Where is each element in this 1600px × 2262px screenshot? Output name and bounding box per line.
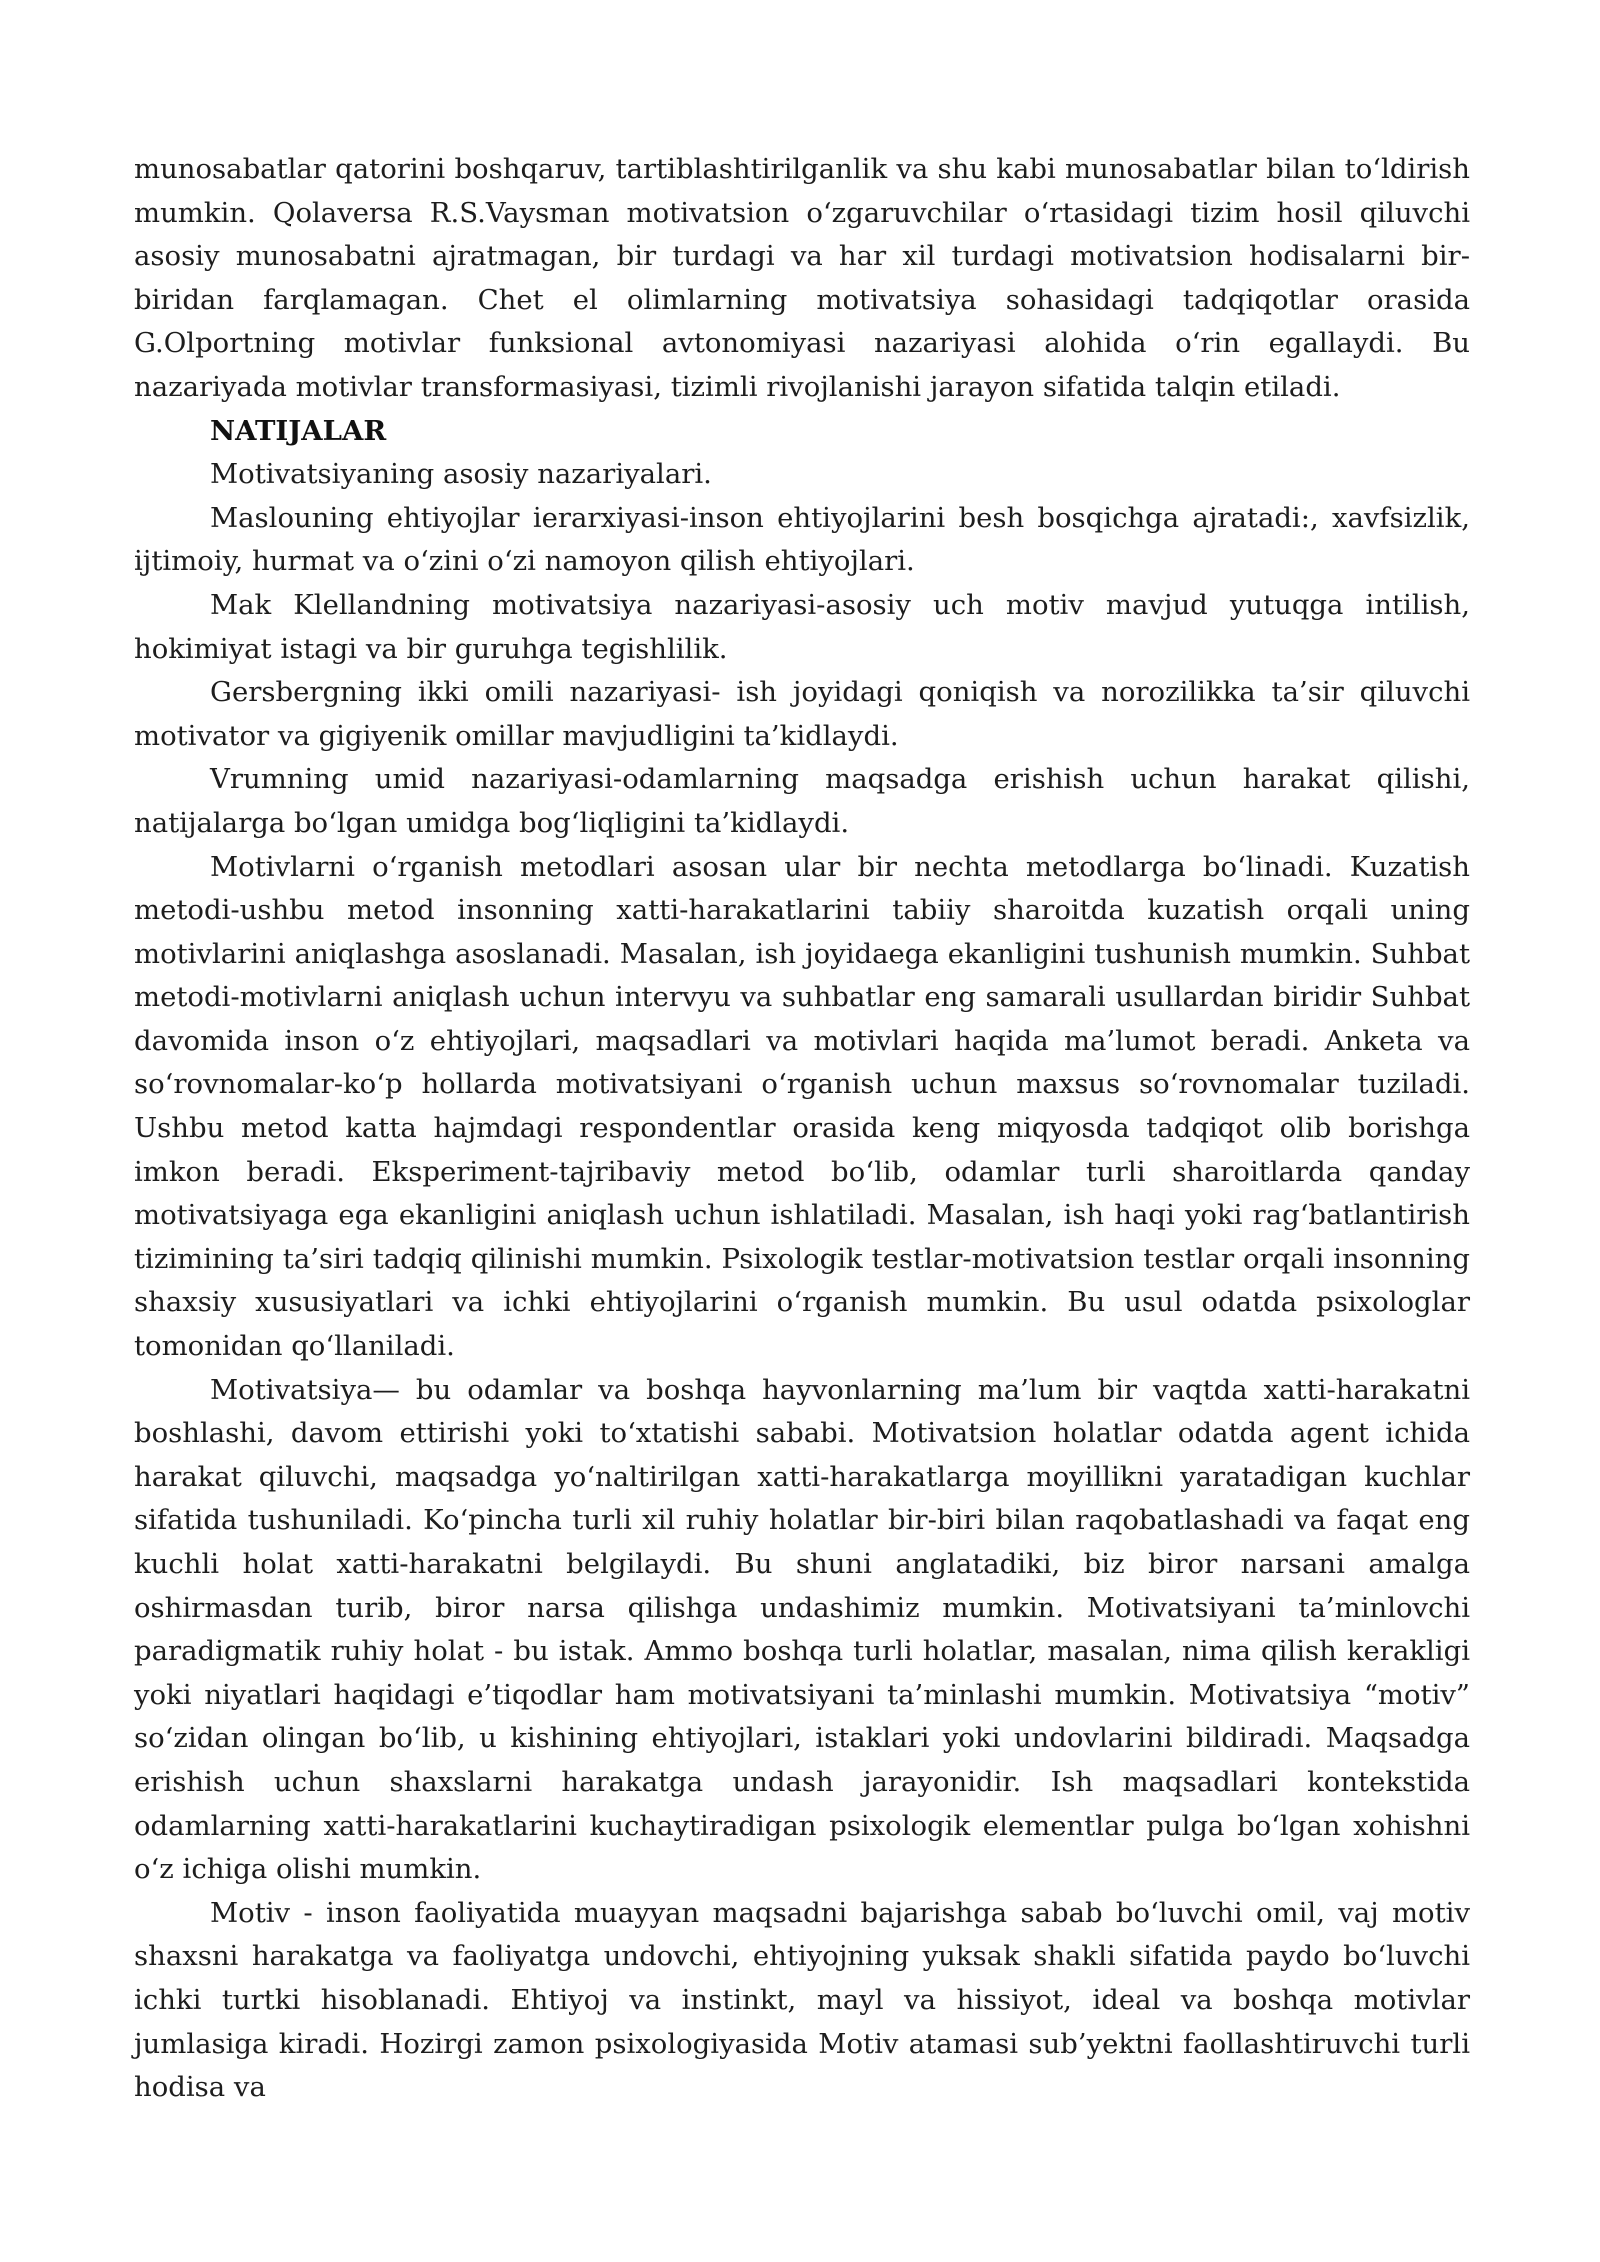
paragraph-mcclelland: Mak Klellandning motivatsiya nazariyasi-asosiy uch motiv mavjud yutuqga intilish, hokimiyat istagi va bir guruhga tegishlilik. [134, 588, 1470, 665]
paragraph-vroom: Vrumning umid nazariyasi-odamlarning maqsadga erishish uchun harakat qilishi, natijalarga bo‘lgan umidga bog‘liqligini ta’kidlaydi. [134, 763, 1470, 839]
page-body [134, 148, 1470, 2110]
paragraph-maslow: Maslouning ehtiyojlar ierarxiyasi-inson ehtiyojlarini besh bosqichga ajratadi:, xavfsizlik, ijtimoiy, hurmat va o‘zini o‘zi namoyon qilish ehtiyojlari. [134, 501, 1470, 578]
paragraph-methods: Motivlarni o‘rganish metodlari asosan ular bir nechta metodlarga bo‘linadi. Kuzatish metodi-ushbu metod insonning xatti-harakatlarini tabiiy sharoitda kuzatish orqali uning motivlarini aniqlashga asoslanadi. Masalan, ish joyidaega ekanligini tushunish mumkin. Suhbat metodi-motivlarni aniqlash uchun intervyu va suhbatlar eng samarali usullardan biridir Suhbat davomida inson o‘z ehtiyojlari, maqsadlari va motivlari haqida ma’lumot beradi. Anketa va so‘rovnomalar-ko‘p hollarda motivatsiyani o‘rganish uchun maxsus so‘rovnomalar tuziladi. Ushbu metod katta hajmdagi respondentlar orasida keng miqyosda tadqiqot olib borishga imkon beradi. Eksperiment-tajribaviy metod bo‘lib, odamlar turli sharoitlarda qanday motivatsiyaga ega ekanligini aniqlash uchun ishlatiladi. Masalan, ish haqi yoki rag‘batlantirish tizimining ta’siri tadqiq qilinishi mumkin. Psixologik testlar-motivatsion testlar orqali insonning shaxsiy xususiyatlari va ichki ehtiyojlarini o‘rganish mumkin. Bu usul odatda psixologlar tomonidan qo‘llaniladi. [134, 850, 1470, 1363]
paragraph-motivation-definition: Motivatsiya— bu odamlar va boshqa hayvonlarning ma’lum bir vaqtda xatti-harakatni boshlashi, davom ettirishi yoki to‘xtatishi sababi. Motivatsion holatlar odatda agent ichida harakat qiluvchi, maqsadga yo‘naltirilgan xatti-harakatlarga moyillikni yaratadigan kuchlar sifatida tushuniladi. Ko‘pincha turli xil ruhiy holatlar bir-biri bilan raqobatlashadi va faqat eng kuchli holat xatti-harakatni belgilaydi. Bu shuni anglatadiki, biz biror narsani amalga oshirmasdan turib, biror narsa qilishga undashimiz mumkin. Motivatsiyani ta’minlovchi paradigmatik ruhiy holat - bu istak. Ammo boshqa turli holatlar, masalan, nima qilish kerakligi yoki niyatlari haqidagi e’tiqodlar ham motivatsiyani ta’minlashi mumkin. Motivatsiya “motiv” so‘zidan olingan bo‘lib, u kishining ehtiyojlari, istaklari yoki undovlarini bildiradi. Maqsadga erishish uchun shaxslarni harakatga undash jarayonidir. Ish maqsadlari kontekstida odamlarning xatti-harakatlarini kuchaytiradigan psixologik elementlar pulga bo‘lgan xohishni o‘z ichiga olishi mumkin. [134, 1373, 1470, 1886]
paragraph-motive: Motiv - inson faoliyatida muayyan maqsadni bajarishga sabab bo‘luvchi omil, vaj motiv shaxsni harakatga va faoliyatga undovchi, ehtiyojning yuksak shakli sifatida paydo bo‘luvchi ichki turtki hisoblanadi. Ehtiyoj va instinkt, mayl va hissiyot, ideal va boshqa motivlar jumlasiga kiradi. Hozirgi zamon psixologiyasida Motiv atamasi sub’yektni faollashtiruvchi turli hodisa va [134, 1896, 1470, 2104]
paragraph-herzberg: Gersbergning ikki omili nazariyasi- ish joyidagi qoniqish va norozilikka ta’sir qiluvchi motivator va gigiyenik omillar mavjudligini ta’kidlaydi. [134, 676, 1470, 752]
paragraph-subheading: Motivatsiyaning asosiy nazariyalari. [210, 458, 712, 491]
section-heading: NATIJALAR [210, 414, 387, 447]
paragraph-continuation: munosabatlar qatorini boshqaruv, tartiblashtirilganlik va shu kabi munosabatlar bilan to‘ldirish mumkin. Qolaversa R.S.Vaysman motivatsion o‘zgaruvchilar o‘rtasidagi tizim hosil qiluvchi asosiy munosabatni ajratmagan, bir turdagi va har xil turdagi motivatsion hodisalarni bir-biridan farqlamagan. Chet el olimlarning motivatsiya sohasidagi tadqiqotlar orasida G.Olportning motivlar funksional avtonomiyasi nazariyasi alohida o‘rin egallaydi. Bu nazariyada motivlar transformasiyasi, tizimli rivojlanishi jarayon sifatida talqin etiladi. [134, 153, 1470, 403]
